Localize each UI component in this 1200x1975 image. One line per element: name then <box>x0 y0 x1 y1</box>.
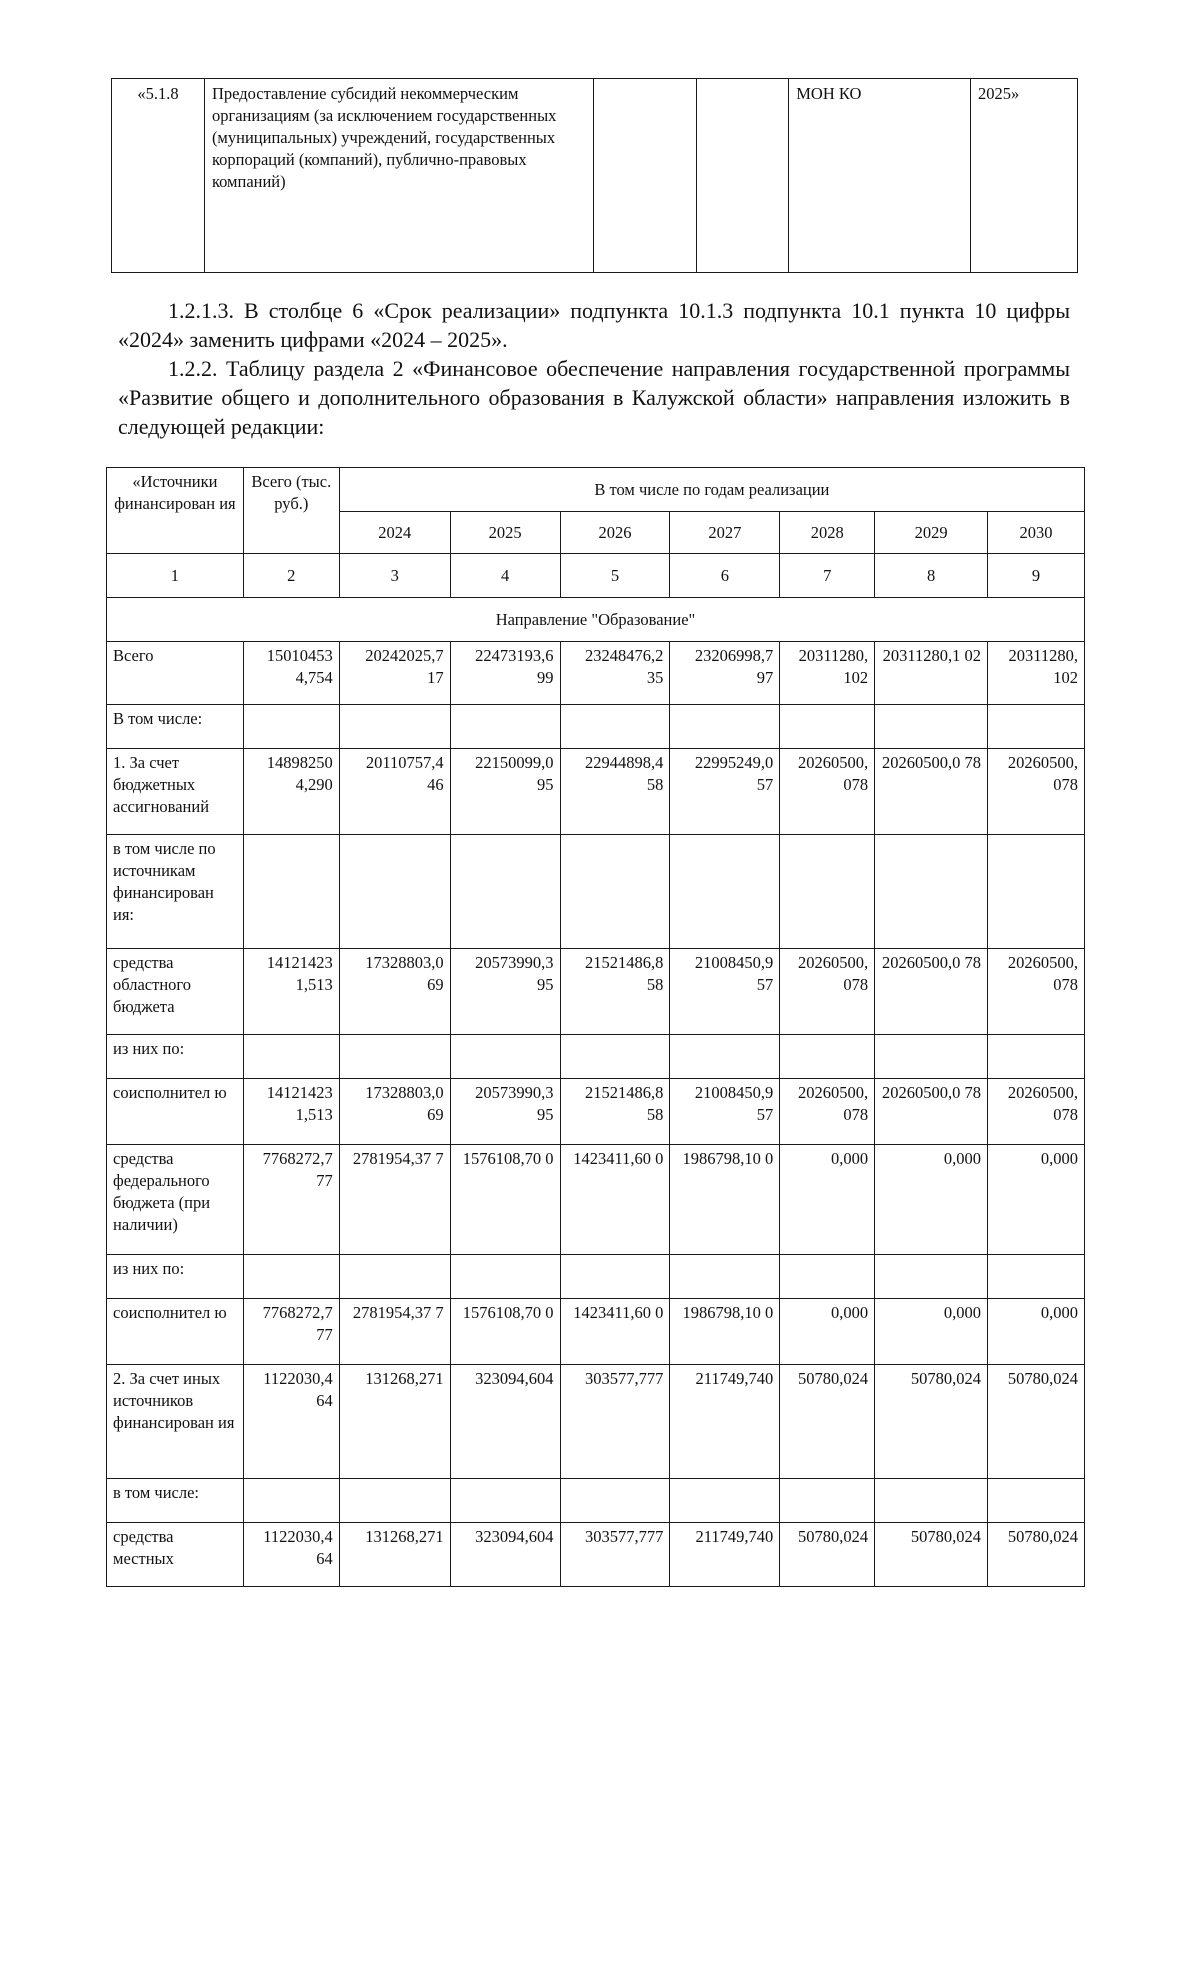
row-year-value: 20260500,0 78 <box>875 749 988 835</box>
table-row <box>107 642 1085 705</box>
row-year-value <box>450 705 560 749</box>
row-year-value: 211749,740 <box>670 1523 780 1587</box>
row-year-value: 20260500, 078 <box>988 1079 1085 1145</box>
row-total: 7768272,7 77 <box>243 1145 339 1255</box>
row-year-value <box>670 705 780 749</box>
row-year-value: 0,000 <box>780 1299 875 1365</box>
row-year-value: 1576108,70 0 <box>450 1145 560 1255</box>
row-year-value: 50780,024 <box>780 1523 875 1587</box>
row-total: 14121423 1,513 <box>243 949 339 1035</box>
row-year-value: 1423411,60 0 <box>560 1299 670 1365</box>
header-year: 2024 <box>339 512 450 554</box>
row-year-value: 50780,024 <box>988 1365 1085 1479</box>
table-row <box>107 1255 1085 1299</box>
measure-number: «5.1.8 <box>112 79 205 273</box>
row-year-value <box>339 835 450 949</box>
column-number: 9 <box>988 554 1085 598</box>
row-year-value <box>670 835 780 949</box>
table-row <box>107 1365 1085 1479</box>
header-year: 2026 <box>560 512 670 554</box>
row-year-value: 1423411,60 0 <box>560 1145 670 1255</box>
header-year: 2029 <box>875 512 988 554</box>
row-year-value <box>780 705 875 749</box>
table-row <box>107 949 1085 1035</box>
row-year-value <box>875 1479 988 1523</box>
header-year: 2027 <box>670 512 780 554</box>
row-year-value: 0,000 <box>780 1145 875 1255</box>
row-year-value <box>560 705 670 749</box>
row-total <box>243 1479 339 1523</box>
measure-executor: МОН КО <box>789 79 971 273</box>
row-year-value: 0,000 <box>875 1145 988 1255</box>
row-year-value: 0,000 <box>988 1299 1085 1365</box>
header-source: «Источники финансирован ия <box>107 468 244 554</box>
row-year-value <box>780 1255 875 1299</box>
row-year-value: 1986798,10 0 <box>670 1145 780 1255</box>
row-year-value: 21008450,9 57 <box>670 949 780 1035</box>
amendment-paragraph-2: 1.2.2. Таблицу раздела 2 «Финансовое обеспечение направления государственной программы «Развитие общего и дополнительного образования в Калужской области» направления изложить в следующей редакции: <box>118 356 1070 439</box>
row-year-value: 20260500, 078 <box>988 949 1085 1035</box>
row-year-value: 22995249,0 57 <box>670 749 780 835</box>
row-label: соисполнител ю <box>107 1299 244 1365</box>
row-year-value: 50780,024 <box>780 1365 875 1479</box>
row-year-value <box>339 1035 450 1079</box>
row-total: 14898250 4,290 <box>243 749 339 835</box>
row-year-value: 20311280, 102 <box>988 642 1085 705</box>
column-number: 1 <box>107 554 244 598</box>
row-year-value: 21008450,9 57 <box>670 1079 780 1145</box>
row-label: Всего <box>107 642 244 705</box>
column-number: 6 <box>670 554 780 598</box>
row-year-value: 323094,604 <box>450 1365 560 1479</box>
row-year-value <box>988 1255 1085 1299</box>
financing-table <box>106 467 1085 1587</box>
measure-col4 <box>697 79 789 273</box>
row-year-value: 303577,777 <box>560 1365 670 1479</box>
row-year-value <box>450 1255 560 1299</box>
row-year-value <box>988 1479 1085 1523</box>
row-year-value <box>560 1255 670 1299</box>
row-year-value: 20110757,4 46 <box>339 749 450 835</box>
header-year: 2028 <box>780 512 875 554</box>
row-year-value: 20260500,0 78 <box>875 949 988 1035</box>
row-year-value: 20260500, 078 <box>780 1079 875 1145</box>
section-row <box>107 598 1085 642</box>
row-year-value: 17328803,0 69 <box>339 1079 450 1145</box>
column-number-row <box>107 554 1085 598</box>
row-year-value <box>339 1255 450 1299</box>
column-number: 8 <box>875 554 988 598</box>
row-year-value: 50780,024 <box>875 1523 988 1587</box>
row-year-value: 21521486,8 58 <box>560 1079 670 1145</box>
row-year-value: 211749,740 <box>670 1365 780 1479</box>
table-row <box>107 1035 1085 1079</box>
row-year-value <box>875 1255 988 1299</box>
row-year-value <box>339 1479 450 1523</box>
row-year-value <box>450 1035 560 1079</box>
row-year-value: 20311280, 102 <box>780 642 875 705</box>
measure-col3 <box>593 79 697 273</box>
header-total: Всего (тыс. руб.) <box>243 468 339 554</box>
row-year-value: 22944898,4 58 <box>560 749 670 835</box>
row-total: 1122030,4 64 <box>243 1523 339 1587</box>
row-year-value <box>560 835 670 949</box>
row-year-value <box>450 1479 560 1523</box>
row-year-value: 131268,271 <box>339 1523 450 1587</box>
column-number: 5 <box>560 554 670 598</box>
row-year-value: 323094,604 <box>450 1523 560 1587</box>
row-year-value <box>780 1035 875 1079</box>
row-year-value: 1576108,70 0 <box>450 1299 560 1365</box>
row-label: средства местных <box>107 1523 244 1587</box>
table-row <box>107 1479 1085 1523</box>
row-total: 1122030,4 64 <box>243 1365 339 1479</box>
row-year-value: 2781954,37 7 <box>339 1299 450 1365</box>
row-total <box>243 1035 339 1079</box>
row-label: в том числе: <box>107 1479 244 1523</box>
measure-row-5-1-8 <box>112 79 1078 273</box>
row-year-value <box>988 705 1085 749</box>
row-year-value: 1986798,10 0 <box>670 1299 780 1365</box>
column-number: 3 <box>339 554 450 598</box>
section-title: Направление "Образование" <box>107 598 1085 642</box>
row-year-value <box>560 1035 670 1079</box>
row-year-value <box>875 1035 988 1079</box>
measure-table-fragment <box>111 78 1078 273</box>
column-number: 7 <box>780 554 875 598</box>
row-year-value <box>670 1479 780 1523</box>
row-year-value: 21521486,8 58 <box>560 949 670 1035</box>
row-year-value <box>670 1035 780 1079</box>
table-row <box>107 835 1085 949</box>
row-label: 2. За счет иных источников финансирован ия <box>107 1365 244 1479</box>
row-year-value: 0,000 <box>988 1145 1085 1255</box>
row-total <box>243 705 339 749</box>
measure-description: Предоставление субсидий некоммерческим организациям (за исключением государственных (муниципальных) учреждений, государственных корпораций (компаний), публично-правовых компаний) <box>204 79 593 273</box>
row-year-value: 23206998,7 97 <box>670 642 780 705</box>
row-year-value <box>339 705 450 749</box>
row-year-value <box>875 835 988 949</box>
table-row <box>107 1299 1085 1365</box>
row-year-value <box>450 835 560 949</box>
row-year-value: 17328803,0 69 <box>339 949 450 1035</box>
row-label: В том числе: <box>107 705 244 749</box>
row-year-value: 20260500, 078 <box>988 749 1085 835</box>
row-year-value <box>560 1479 670 1523</box>
row-year-value <box>670 1255 780 1299</box>
table-row <box>107 1079 1085 1145</box>
row-year-value <box>875 705 988 749</box>
table-row <box>107 1523 1085 1587</box>
measure-term: 2025» <box>971 79 1078 273</box>
row-year-value: 20242025,7 17 <box>339 642 450 705</box>
row-year-value <box>988 835 1085 949</box>
row-label: из них по: <box>107 1255 244 1299</box>
header-year: 2025 <box>450 512 560 554</box>
row-year-value: 20573990,3 95 <box>450 1079 560 1145</box>
header-by-years: В том числе по годам реализации <box>339 468 1084 512</box>
row-total: 14121423 1,513 <box>243 1079 339 1145</box>
row-year-value: 20311280,1 02 <box>875 642 988 705</box>
row-year-value: 20260500, 078 <box>780 949 875 1035</box>
row-label: соисполнител ю <box>107 1079 244 1145</box>
row-year-value: 20260500,0 78 <box>875 1079 988 1145</box>
row-label: 1. За счет бюджетных ассигнований <box>107 749 244 835</box>
row-year-value <box>780 1479 875 1523</box>
row-total: 7768272,7 77 <box>243 1299 339 1365</box>
row-label: средства областного бюджета <box>107 949 244 1035</box>
row-year-value: 20260500, 078 <box>780 749 875 835</box>
row-year-value: 20573990,3 95 <box>450 949 560 1035</box>
row-year-value: 23248476,2 35 <box>560 642 670 705</box>
row-label: из них по: <box>107 1035 244 1079</box>
amendment-paragraph-1: 1.2.1.3. В столбце 6 «Срок реализации» подпункта 10.1.3 подпункта 10.1 пункта 10 цифры «2024» заменить цифрами «2024 – 2025». <box>118 298 1070 352</box>
row-year-value: 22473193,6 99 <box>450 642 560 705</box>
row-year-value: 303577,777 <box>560 1523 670 1587</box>
row-year-value: 2781954,37 7 <box>339 1145 450 1255</box>
row-year-value: 0,000 <box>875 1299 988 1365</box>
table-row <box>107 749 1085 835</box>
row-year-value: 131268,271 <box>339 1365 450 1479</box>
row-label: средства федерального бюджета (при наличии) <box>107 1145 244 1255</box>
row-year-value: 50780,024 <box>988 1523 1085 1587</box>
row-total <box>243 835 339 949</box>
row-total <box>243 1255 339 1299</box>
header-row-1 <box>107 468 1085 512</box>
row-year-value: 22150099,0 95 <box>450 749 560 835</box>
row-year-value <box>988 1035 1085 1079</box>
row-label: в том числе по источникам финансирован ия: <box>107 835 244 949</box>
table-row <box>107 705 1085 749</box>
table-row <box>107 1145 1085 1255</box>
row-year-value <box>780 835 875 949</box>
header-year: 2030 <box>988 512 1085 554</box>
row-year-value: 50780,024 <box>875 1365 988 1479</box>
column-number: 2 <box>243 554 339 598</box>
column-number: 4 <box>450 554 560 598</box>
row-total: 15010453 4,754 <box>243 642 339 705</box>
